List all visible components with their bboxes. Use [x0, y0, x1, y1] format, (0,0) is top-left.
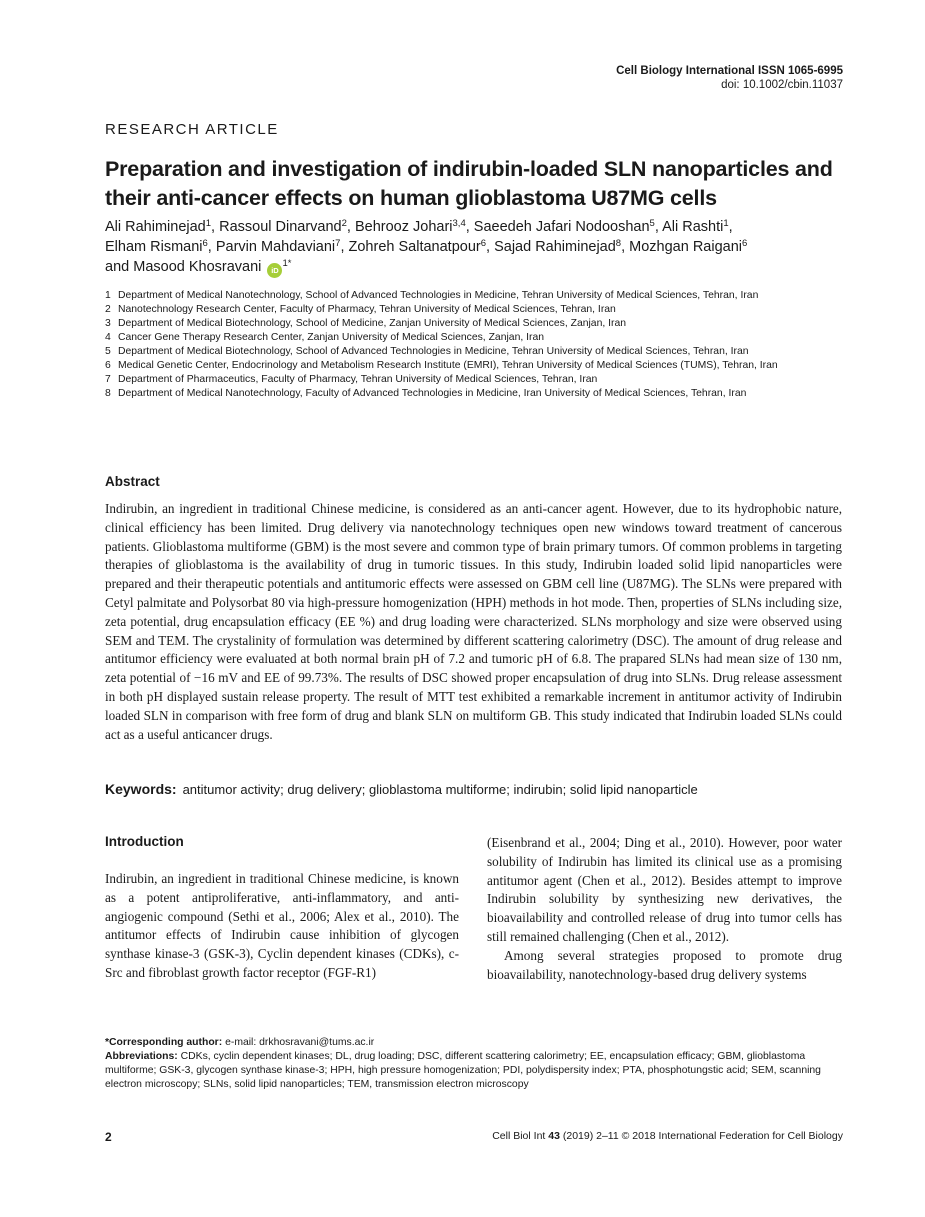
- author-affiliation-ref: 5: [649, 218, 655, 229]
- affiliation-item: [105, 345, 865, 359]
- author-affiliation-ref: 2: [341, 218, 347, 229]
- affiliation-item: [105, 359, 865, 373]
- author-affiliation-ref: 1*: [282, 258, 292, 269]
- abbreviations-label: Abbreviations:: [105, 1051, 178, 1062]
- affiliation-text: Department of Medical Biotechnology, School of Medicine, Zanjan University of Medical Sciences, Zanjan, Iran: [118, 318, 627, 329]
- affiliation-text: Cancer Gene Therapy Research Center, Zanjan University of Medical Sciences, Zanjan, Iran: [118, 332, 545, 343]
- affiliation-text: Medical Genetic Center, Endocrinology and Metabolism Research Institute (EMRI), Tehran University of Medical Sciences (TUMS), Tehran, Iran: [118, 360, 778, 371]
- author-affiliation-ref: 7: [335, 238, 341, 249]
- page-number: 2: [105, 1130, 112, 1144]
- corresponding-label: *Corresponding author:: [105, 1037, 223, 1048]
- author-name: Mozhgan Raigani: [629, 239, 743, 255]
- author-name: Masood Khosravani: [133, 259, 262, 275]
- author-affiliation-ref: 6: [202, 238, 208, 249]
- author-name: Rassoul Dinarvand: [219, 219, 342, 235]
- footnotes: [105, 1036, 845, 1092]
- doi-link[interactable]: doi: 10.1002/cbin.11037: [721, 79, 843, 91]
- author-name: Parvin Mahdaviani: [215, 239, 336, 255]
- author-affiliation-ref: 1: [205, 218, 212, 229]
- abstract-body: Indirubin, an ingredient in traditional Chinese medicine, is considered as an anti-cancer agent. However, due to its hydrophobic nature, clinical efficiency has been limited. Drug delivery via nanotechnology techniques open new windows toward treatment of cancerous patients. Glioblastoma multiforme (GBM) is the most severe and common type of brain primary tumors. Of common problems in targeting therapies of glioblastoma is the availability of drug in tumoric tissues. In this study, Indirubin loaded solid lipid nanoparticles were prepared and their therapeutic potentials and antitumoric effects were assessed on GBM cell line (U87MG). The SLNs were prepared with Cetyl palmitate and Polysorbat 80 via high-pressure homogenization (HPH) methods in hot mode. Then, properties of SLNs including size, zeta potential, drug encapsulation efficacy (EE %) and drug loading were characterized. SLNs morphology and size were observed using SEM and TEM. The crystalinity of formulation was determined by different scattering calorimetry (DSC). The amount of drug release and antitumor efficiency were evaluated at both normal brain pH of 7.2 and tumoric pH of 6.8. The prapared SLNs had mean size of 130 nm, zeta potential of −16 mV and EE of 99.73%. The results of DSC showed proper encapsulation of drug into SLNs. Drug release assessment in both pH displayed sustain release property. The result of MTT test exhibited a remarkable increment in antitumor activity of Indirubin loaded SLN in comparison with free form of drug and blank SLN on multiform GB. This study indicated that Indirubin loaded SLNs could act as a useful anticancer drugs.: [105, 501, 842, 742]
- affiliation-number: 5: [105, 346, 111, 357]
- abbreviations-note: [105, 1050, 845, 1092]
- affiliation-text: Department of Medical Biotechnology, School of Advanced Technologies in Medicine, Tehran University of Medical Sciences, Tehran, Iran: [118, 346, 749, 357]
- citation-volume: 43: [548, 1130, 560, 1142]
- introduction-right-column: [487, 834, 842, 984]
- affiliation-text: Department of Pharmaceutics, Faculty of Pharmacy, Tehran University of Medical Sciences, Tehran, Iran: [118, 374, 598, 385]
- keywords-line: [105, 781, 845, 798]
- affiliation-number: 6: [105, 360, 111, 371]
- affiliation-number: 2: [105, 304, 111, 315]
- introduction-left-column: Indirubin, an ingredient in traditional Chinese medicine, is known as a potent antiproliferative, anti-inflammatory, and anti-angiogenic compound (Sethi et al., 2006; Alex et al., 2010). The antitumor effects of Indirubin cause inhibition of glycogen synthase kinase-3 (GSK-3), Cyclin dependent kinases (CDKs), c-Src and fibroblast growth factor receptor (FGF-R1): [105, 871, 459, 980]
- introduction-heading: Introduction: [105, 834, 184, 849]
- author-name: Elham Rismani: [105, 239, 203, 255]
- author-affiliation-ref: 3,4: [452, 218, 466, 229]
- affiliation-number: 8: [105, 388, 111, 399]
- keywords-label: Keywords:: [105, 781, 177, 797]
- affiliation-item: [105, 387, 865, 401]
- affiliation-number: 4: [105, 332, 111, 343]
- author-affiliation-ref: 6: [742, 238, 748, 249]
- affiliation-list: [105, 289, 865, 401]
- introduction-paragraph: Among several strategies proposed to promote drug bioavailability, nanotechnology-based drug delivery systems: [487, 947, 842, 982]
- citation-details: (2019) 2–11 © 2018 International Federation for Cell Biology: [562, 1130, 843, 1142]
- author-name: Saeedeh Jafari Nodooshan: [473, 219, 650, 235]
- introduction-paragraph: (Eisenbrand et al., 2004; Ding et al., 2010). However, poor water solubility of Indirubin has limited its clinical use as a promising antitumor agent (Chen et al., 2012). Besides attempt to improve Indirubin solubility by synthesizing new derivatives, the bioavailability and controlled release of drug into tumor cells has still remained challenging (Chen et al., 2012).: [487, 835, 842, 944]
- citation-journal: Cell Biol Int: [492, 1130, 546, 1142]
- affiliation-item: [105, 317, 865, 331]
- author-name: Ali Rahiminejad: [105, 219, 206, 235]
- affiliation-text: Department of Medical Nanotechnology, School of Advanced Technologies in Medicine, Tehran University of Medical Sciences, Tehran, Iran: [118, 290, 759, 301]
- author-joiner: and: [105, 259, 130, 275]
- author-name: Ali Rashti: [662, 219, 724, 235]
- journal-issn: Cell Biology International ISSN 1065-6995: [616, 65, 843, 77]
- author-affiliation-ref: 6: [480, 238, 487, 249]
- affiliation-item: [105, 289, 865, 303]
- affiliation-number: 1: [105, 290, 111, 301]
- orcid-icon[interactable]: iD: [267, 263, 282, 278]
- article-title: Preparation and investigation of indirubin-loaded SLN nanoparticles and their anti-cancer effects on human glioblastoma U87MG cells: [105, 157, 833, 210]
- corresponding-author-note: [105, 1036, 845, 1050]
- author-name: Zohreh Saltanatpour: [348, 239, 481, 255]
- abstract-heading: Abstract: [105, 474, 160, 489]
- author-list: Ali Rahiminejad$^1$, Rassoul Dinarvand$^2$, Behrooz Johari$^{3,4}$, Saeedeh Jafari Nodooshan$^5$, Ali Rashti$^1$, Elham Rismani$^6$, Parvin Mahdaviani$^7$, Zohreh Saltanatpour$^6$, Sajad Rahiminejad$^8$, Mozhgan Raigani$^6$ and Masood Khosravani $iD^{1*}$: [105, 217, 845, 278]
- affiliation-number: 3: [105, 318, 111, 329]
- affiliation-text: Department of Medical Nanotechnology, Faculty of Advanced Technologies in Medicine, Iran University of Medical Sciences, Tehran, Iran: [118, 388, 747, 399]
- author-name: Sajad Rahiminejad: [494, 239, 616, 255]
- affiliation-text: Nanotechnology Research Center, Faculty of Pharmacy, Tehran University of Medical Sciences, Tehran, Iran: [118, 304, 616, 315]
- footer-citation: [492, 1130, 843, 1142]
- author-affiliation-ref: 1: [723, 218, 729, 229]
- affiliation-number: 7: [105, 374, 111, 385]
- affiliation-item: [105, 373, 865, 387]
- keywords-text: antitumor activity; drug delivery; glioblastoma multiforme; indirubin; solid lipid nanoparticle: [182, 782, 698, 797]
- journal-header: [616, 64, 843, 92]
- article-type: RESEARCH ARTICLE: [105, 121, 279, 138]
- author-name: Behrooz Johari: [354, 219, 453, 235]
- author-affiliation-ref: 8: [615, 238, 622, 249]
- corresponding-email[interactable]: e-mail: drkhosravani@tums.ac.ir: [225, 1037, 375, 1048]
- abbreviations-text: CDKs, cyclin dependent kinases; DL, drug loading; DSC, different scattering calorimetry; EE, encapsulation efficacy; GBM, glioblastoma multiforme; GSK-3, glycogen synthase kinase-3; HPH, high pressure homogenization; PDI, polydispersity index; PTA, phosphotungstic acid; SEM, scanning electron microscopy; SLNs, solid lipid nanoparticles; TEM, transmission electron microscopy: [105, 1051, 821, 1090]
- affiliation-item: [105, 331, 865, 345]
- affiliation-item: [105, 303, 865, 317]
